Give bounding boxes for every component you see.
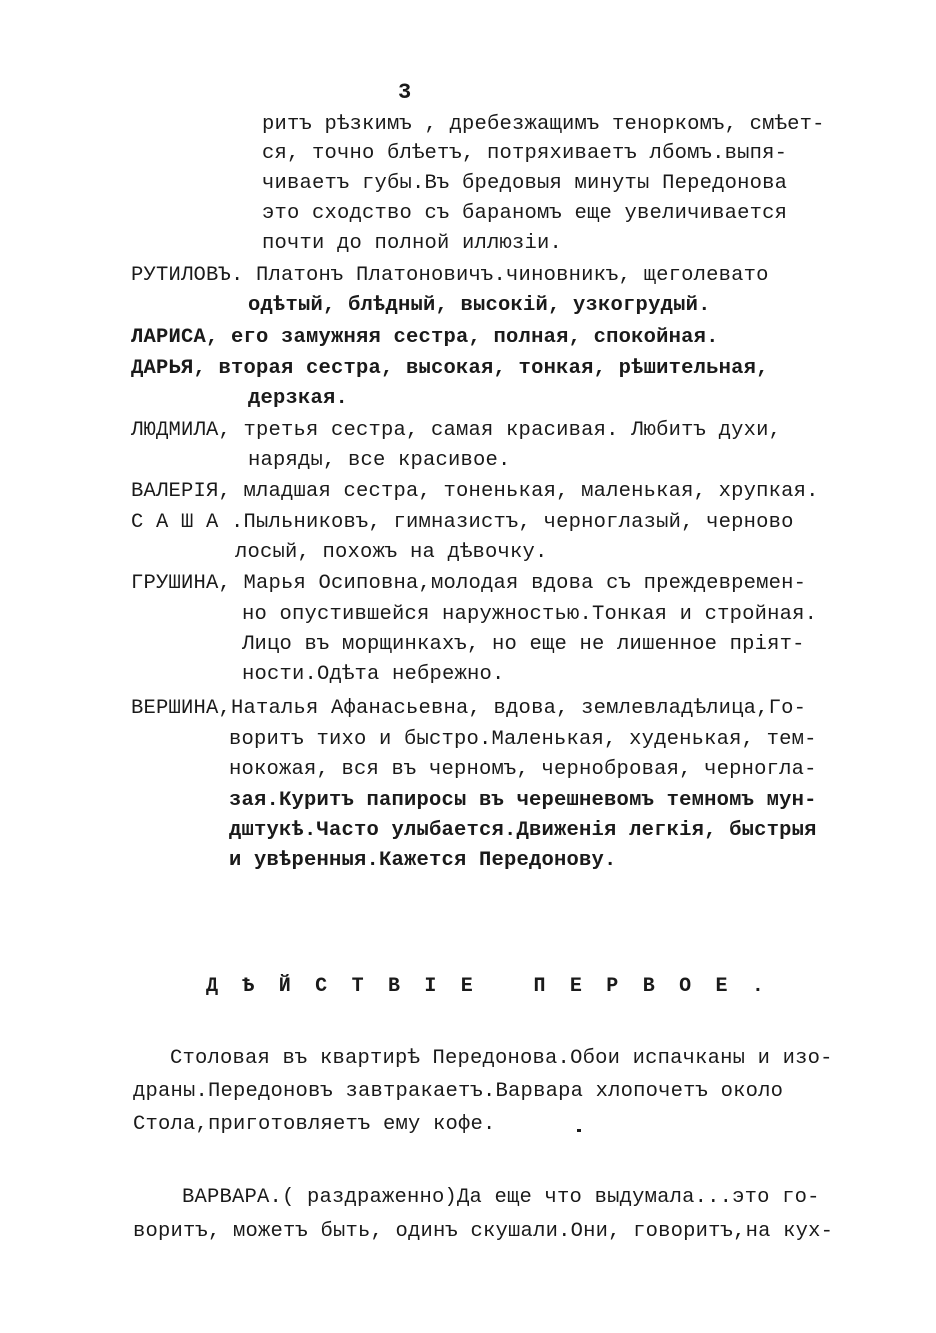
- act-title-letter: П: [533, 975, 546, 998]
- character-entry-rutilov-cont: одѣтый, блѣдный, высокiй, узкогрудый.: [248, 294, 711, 317]
- character-entry-vershina-cont: воритъ тихо и быстро.Маленькая, худенькая, тем-: [229, 728, 817, 751]
- act-title: [206, 975, 788, 998]
- act-title-letter: Д: [206, 975, 219, 998]
- description-line: почти до полной иллюзiи.: [262, 232, 563, 255]
- act-title-letter: В: [387, 975, 400, 998]
- description-line: ся, точно блѣетъ, потряхиваетъ лбомъ.выпя-: [262, 142, 788, 165]
- dialogue-line: воритъ, можетъ быть, одинъ скушали.Они, говоритъ,на кух-: [133, 1220, 834, 1243]
- description-line: ритъ рѣзкимъ , дребезжащимъ теноркомъ, смѣет-: [262, 113, 825, 136]
- act-title-letter: О: [679, 975, 692, 998]
- act-title-letter: Ѣ: [242, 975, 255, 998]
- act-title-letter: Р: [606, 975, 619, 998]
- act-title-letter: .: [751, 975, 764, 998]
- description-line: чиваетъ губы.Въ бредовыя минуты Передонова: [262, 172, 788, 195]
- character-entry-grushina: ГРУШИНА, Марья Осиповна,молодая вдова съ преждевремен-: [131, 572, 807, 595]
- character-entry-sasha: С А Ш А .Пыльниковъ, гимназистъ, черноглазый, черново: [131, 511, 794, 534]
- character-entry-darya-cont: дерзкая.: [248, 387, 349, 410]
- dialogue-line: ВАРВАРА.( раздраженно)Да еще что выдумала...это го-: [182, 1186, 820, 1209]
- character-entry-sasha-cont: лосый, похожъ на дѣвочку.: [235, 541, 548, 564]
- act-title-letter: Е: [460, 975, 473, 998]
- act-title-letter: I: [424, 975, 437, 998]
- act-title-letter: Й: [278, 975, 291, 998]
- character-entry-grushina-cont: ности.Одѣта небрежно.: [242, 663, 505, 686]
- description-line: это сходство съ бараномъ еще увеличивается: [262, 202, 788, 225]
- act-title-letter: С: [315, 975, 328, 998]
- character-entry-vershina-cont: дштукѣ.Часто улыбается.Движенiя легкiя, быстрыя: [229, 819, 817, 842]
- character-entry-grushina-cont: но опустившейся наружностью.Тонкая и стройная.: [242, 603, 818, 626]
- stage-direction-line: Столовая въ квартирѣ Передонова.Обои испачканы и изо-: [170, 1047, 833, 1070]
- character-entry-larisa: ЛАРИСА, его замужняя сестра, полная, спокойная.: [131, 326, 719, 349]
- character-entry-vershina-cont: нокожая, вся въ черномъ, чернобровая, черногла-: [229, 758, 817, 781]
- stage-direction-line: Стола,приготовляетъ ему кофе.: [133, 1113, 496, 1136]
- character-entry-valeriya: ВАЛЕРIЯ, младшая сестра, тоненькая, маленькая, хрупкая.: [131, 480, 819, 503]
- ink-speck: [577, 1129, 581, 1132]
- character-entry-lyudmila-cont: наряды, все красивое.: [248, 449, 511, 472]
- act-title-letter: В: [642, 975, 655, 998]
- character-entry-darya: ДАРЬЯ, вторая сестра, высокая, тонкая, рѣшительная,: [131, 357, 769, 380]
- character-entry-rutilov: РУТИЛОВЪ. Платонъ Платоновичъ.чиновникъ, щеголевато: [131, 264, 769, 287]
- character-entry-vershina-cont: и увѣренныя.Кажется Передонову.: [229, 849, 617, 872]
- act-title-letter: Е: [715, 975, 728, 998]
- stage-direction-line: драны.Передоновъ завтракаетъ.Варвара хлопочетъ около: [133, 1080, 784, 1103]
- character-entry-lyudmila: ЛЮДМИЛА, третья сестра, самая красивая. Любитъ духи,: [131, 419, 782, 442]
- page-number: 3: [398, 80, 412, 105]
- character-entry-vershina-cont: зая.Куритъ папиросы въ черешневомъ темномъ мун-: [229, 789, 817, 812]
- character-entry-grushina-cont: Лицо въ морщинкахъ, но еще не лишенное прiят-: [242, 633, 805, 656]
- act-title-letter: Т: [351, 975, 364, 998]
- act-title-letter: Е: [569, 975, 582, 998]
- character-entry-vershina: ВЕРШИНА,Наталья Афанасьевна, вдова, землевладѣлица,Го-: [131, 697, 807, 720]
